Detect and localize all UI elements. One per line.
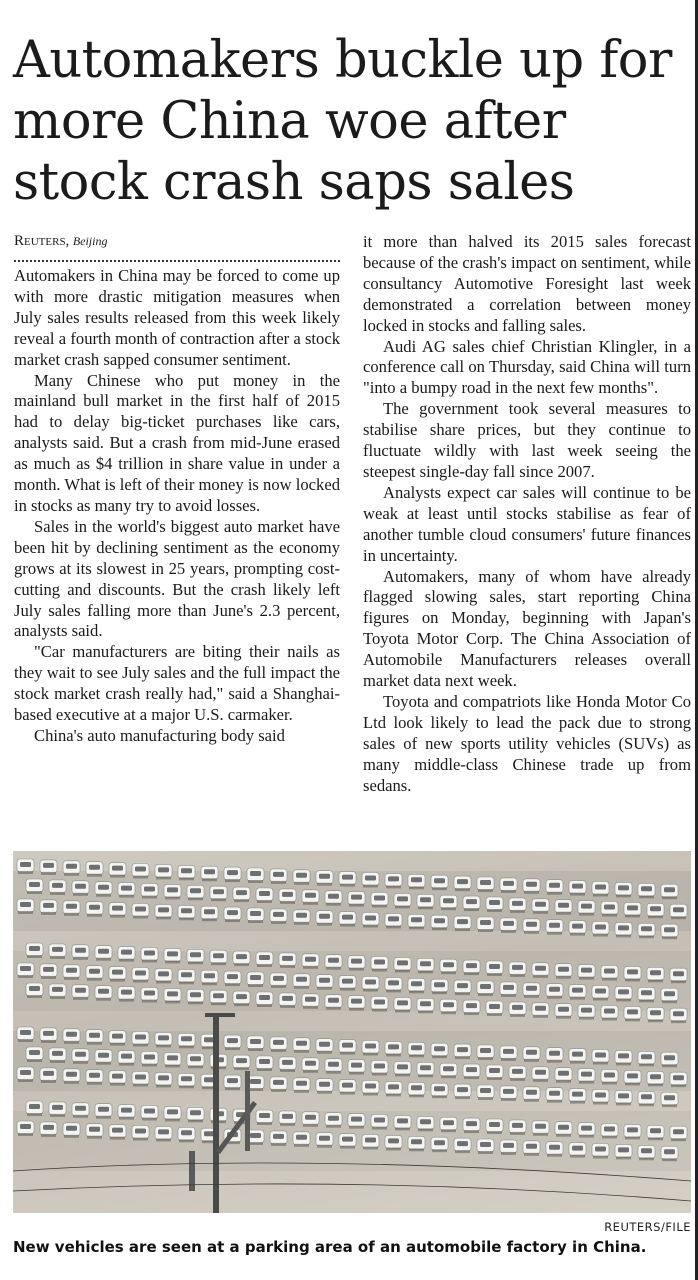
paragraph: Toyota and compatriots like Honda Motor Co Ltd look likely to lead the pack due to strong sales of new sports utility vehicles (SUVs) as many middle-class Chinese trade up from sedans. [363, 691, 691, 795]
paragraph: Audi AG sales chief Christian Klingler, in a conference call on Thursday, said China will turn "into a bumpy road in the next few months". [363, 336, 691, 398]
paragraph: it more than halved its 2015 sales forecast because of the crash's impact on sentiment, while consultancy Automotive Foresight last week demonstrated a correlation between money locked in stocks and falling sales. [363, 232, 691, 335]
paragraph: Analysts expect car sales will continue to be weak at least until stocks stabilise as fear of another tumble cloud consumers' future finances in uncertainty. [363, 482, 691, 565]
parked-cars-illustration [13, 851, 691, 1213]
paragraph: China's auto manufacturing body said [34, 725, 285, 745]
photo-caption: New vehicles are seen at a parking area of an automobile factory in China. [13, 1238, 647, 1256]
paragraph: Sales in the world's biggest auto market have been hit by declining sentiment as the economy grows at its slowest in 25 years, prompting cost-cutting and discounts. But the crash likely left July sales falling more than June's 2.3 percent, analysts said. [14, 516, 340, 641]
paragraph: Automakers in China may be forced to come up with more drastic mitigation measures when July sales results released from this week likely reveal a fourth month of contraction after a stock market crash sapped consumer sentiment. [14, 266, 340, 369]
byline-city: Beijing [72, 234, 108, 248]
dotted-divider [14, 260, 340, 262]
headline: Automakers buckle up for more China woe after stock crash saps sales [13, 31, 672, 212]
paragraph: Automakers, many of whom have already flagged slowing sales, start reporting China figures on Monday, beginning with Japan's Toyota Motor Corp. The China Association of Automobile Manufacturers releases overall market data next week. [363, 566, 691, 691]
article-column-right [363, 232, 691, 796]
byline-agency: Reuters, [14, 233, 70, 249]
paragraph: Many Chinese who put money in the mainland bull market in the first half of 2015 had to delay big-ticket purchases like cars, analysts said. But a crash from mid-June erased as much as $4 trillion in share value in under a month. What is left of their money is now locked in stocks as many try to avoid losses. [14, 370, 340, 515]
article-column-left [14, 230, 340, 747]
parking-lot-photo [13, 851, 691, 1213]
paragraph: The government took several measures to stabilise share prices, but they continue to fluctuate wildly with last week seeing the steepest single-day fall since 2007. [363, 399, 691, 481]
photo-credit: REUTERS/FILE [604, 1220, 691, 1234]
byline [14, 232, 340, 251]
paragraph: "Car manufacturers are biting their nails as they wait to see July sales and the full impact the stock market crash really had," said a Shanghai-based executive at a major U.S. carmaker. [14, 642, 340, 725]
